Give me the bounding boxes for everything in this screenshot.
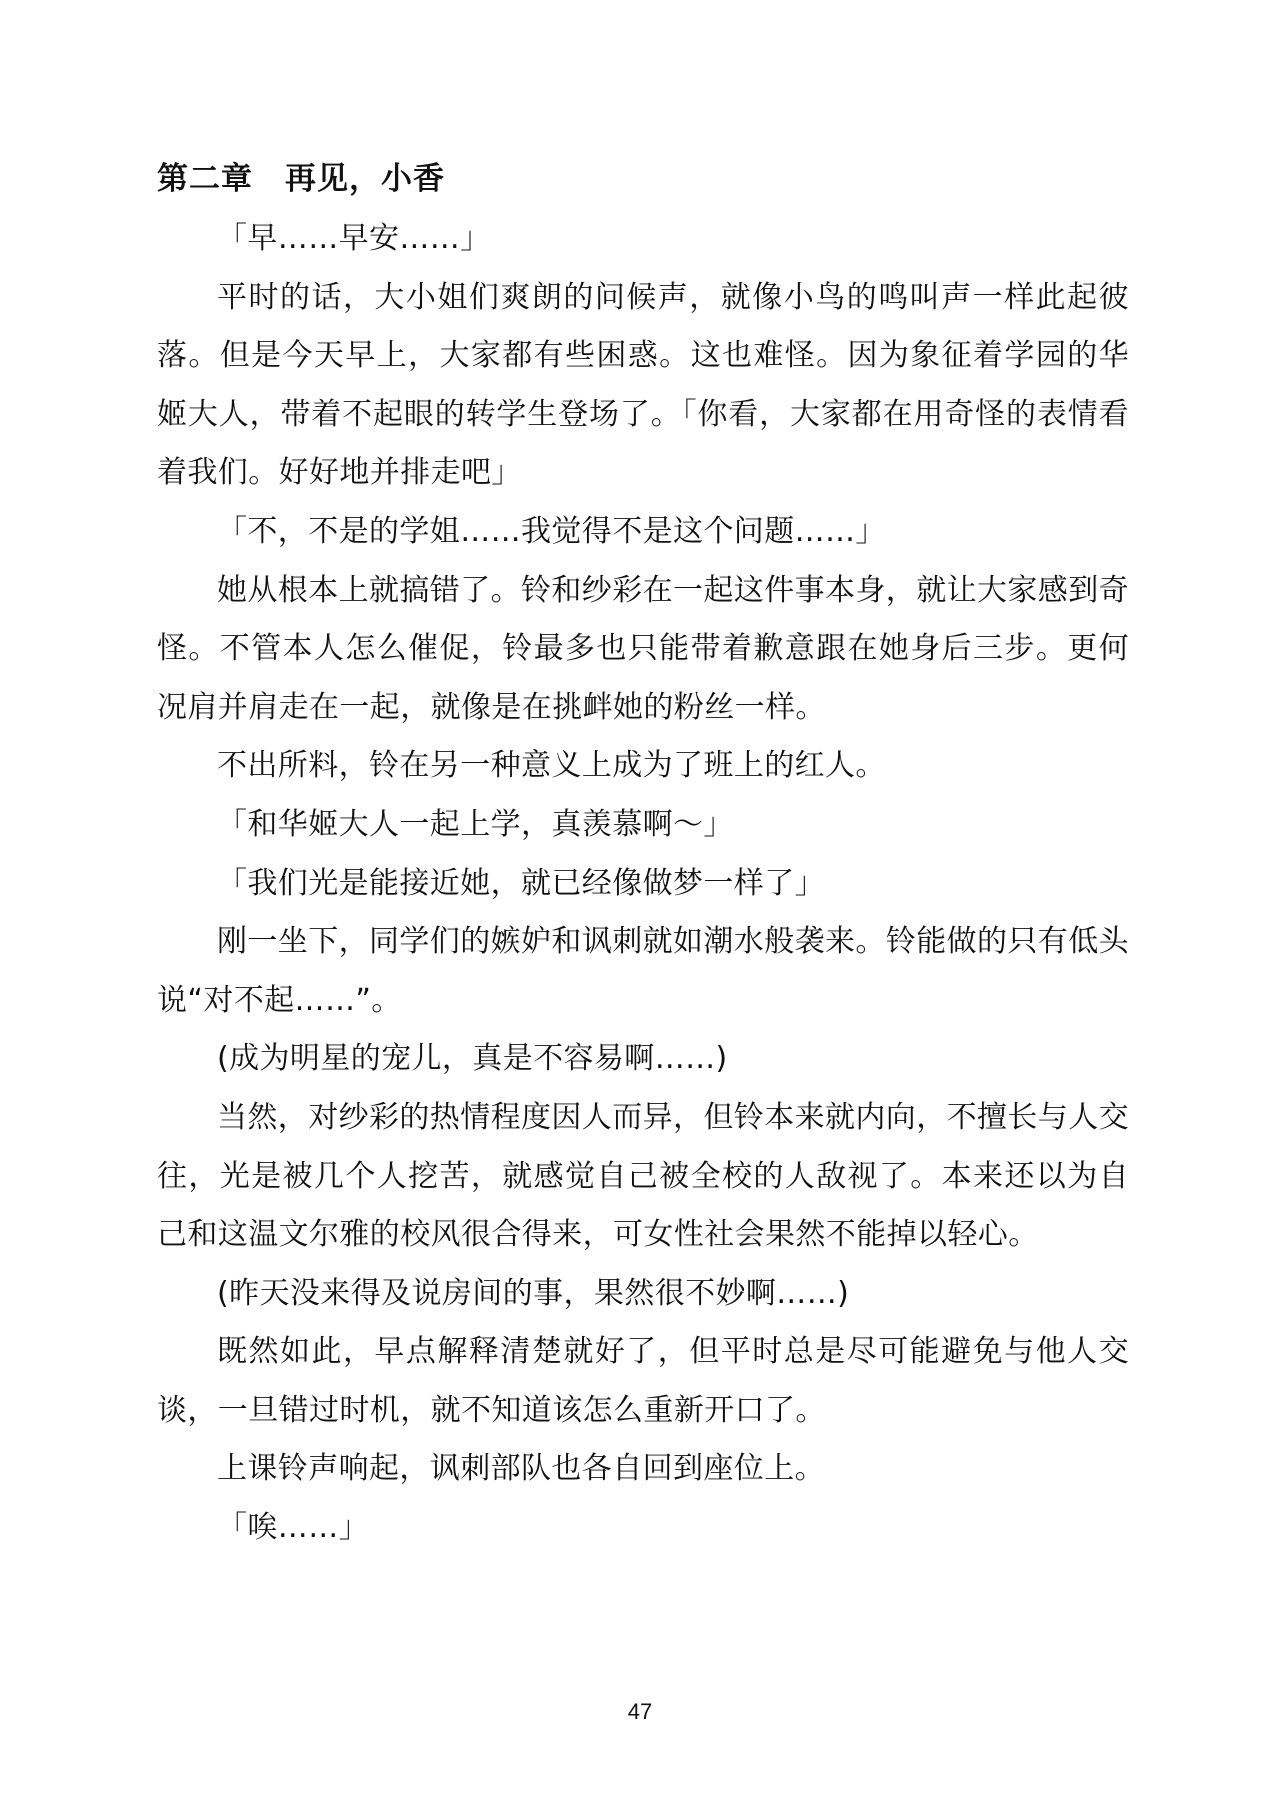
page-number: 47 [627, 1699, 653, 1724]
paragraph: (昨天没来得及说房间的事，果然很不妙啊……) [217, 1275, 850, 1311]
chapter-title: 第二章 再见，小香 [157, 161, 445, 197]
paragraph: 「我们光是能接近她，就已经像做梦一样了」 [217, 865, 825, 901]
body-text [157, 210, 1129, 1558]
paragraph: 当然，对纱彩的热情程度因人而异，但铃本来就内向，不擅长与人交往，光是被几个人挖苦，就感觉自己被全校的人敌视了。本来还以为自己和这温文尔雅的校风很合得来，可女性社会果然不能掉以轻心。 [157, 1099, 1129, 1253]
paragraph: 她从根本上就搞错了。铃和纱彩在一起这件事本身，就让大家感到奇怪。不管本人怎么催促，铃最多也只能带着歉意跟在她身后三步。更何况肩并肩走在一起，就像是在挑衅她的粉丝一样。 [157, 572, 1129, 725]
paragraph: 平时的话，大小姐们爽朗的问候声，就像小鸟的鸣叫声一样此起彼落。但是今天早上，大家都有些困惑。这也难怪。因为象征着学园的华姬大人，带着不起眼的转学生登场了。「你看，大家都在用奇怪的表情看着我们。好好地并排走吧」 [157, 279, 1129, 491]
paragraph: 「早……早安……」 [217, 221, 491, 256]
paragraph: 既然如此，早点解释清楚就好了，但平时总是尽可能避免与他人交谈，一旦错过时机，就不知道该怎么重新开口了。 [157, 1334, 1129, 1428]
paragraph: 「唉……」 [217, 1510, 369, 1546]
paragraph: 「不，不是的学姐……我觉得不是这个问题……」 [217, 513, 886, 549]
paragraph: 「和华姬大人一起上学，真羡慕啊～」 [217, 806, 734, 842]
paragraph: 刚一坐下，同学们的嫉妒和讽刺就如潮水般袭来。铃能做的只有低头说“对不起……”。 [157, 924, 1129, 1018]
paragraph: 不出所料，铃在另一种意义上成为了班上的红人。 [217, 748, 886, 784]
paragraph: 上课铃声响起，讽刺部队也各自回到座位上。 [217, 1451, 825, 1487]
paragraph: (成为明星的宠儿，真是不容易啊……) [217, 1041, 728, 1077]
